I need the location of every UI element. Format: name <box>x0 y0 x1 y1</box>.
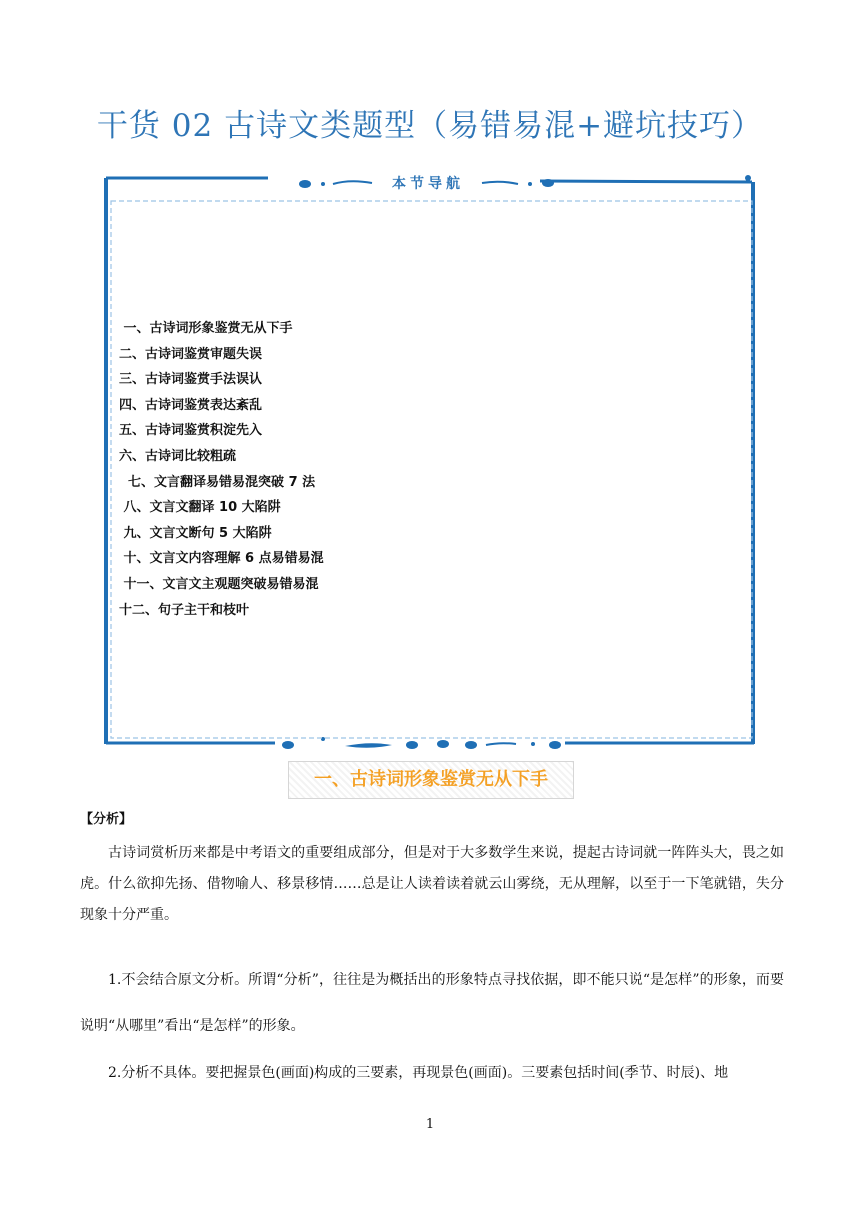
toc-item[interactable]: 六、古诗词比较粗疏 <box>119 448 237 464</box>
toc-item[interactable]: 八、文言文翻译 10 大陷阱 <box>119 500 281 516</box>
body-paragraph: 2.分析不具体。要把握景色(画面)构成的三要素，再现景色(画面)。三要素包括时间(季节、时辰)、地 <box>108 1065 729 1081</box>
toc-item[interactable]: 十一、文言文主观题突破易错易混 <box>119 576 319 592</box>
toc-item[interactable]: 十二、句子主干和枝叶 <box>119 602 250 618</box>
toc-item[interactable]: 五、古诗词鉴赏积淀先入 <box>119 423 263 439</box>
toc-item[interactable]: 四、古诗词鉴赏表达紊乱 <box>119 397 263 413</box>
body-paragraph: 1.不会结合原文分析。所谓“分析”，往往是为概括出的形象特点寻找依据，即不能只说“是怎样”的形象，而要说明“从哪里”看出“是怎样”的形象。 <box>80 972 784 1034</box>
document-title: 干货 02 古诗文类题型（易错易混+避坑技巧） <box>96 108 764 144</box>
toc-item[interactable]: 九、文言文断句 5 大陷阱 <box>119 525 272 541</box>
toc-item[interactable]: 七、文言翻译易错易混突破 7 法 <box>119 474 316 490</box>
toc-item[interactable]: 一、古诗词形象鉴赏无从下手 <box>119 321 293 336</box>
body-paragraph: 古诗词赏析历来都是中考语文的重要组成部分，但是对于大多数学生来说，提起古诗词就一阵阵头大，畏之如虎。什么欲抑先扬、借物喻人、移景移情……总是让人读着读着就云山雾绕，无从理解，以至于一下笔就错，失分现象十分严重。 <box>80 845 784 923</box>
page-number: 1 <box>425 1117 435 1132</box>
toc-item[interactable]: 二、古诗词鉴赏审题失误 <box>119 346 263 362</box>
table-of-contents <box>119 316 324 623</box>
toc-item[interactable]: 十、文言文内容理解 6 点易错易混 <box>119 551 324 567</box>
analysis-label: 【分析】 <box>80 812 133 827</box>
navigation-heading: 本节导航 <box>392 176 464 192</box>
toc-item[interactable]: 三、古诗词鉴赏手法误认 <box>119 372 263 388</box>
section-heading: 一、古诗词形象鉴赏无从下手 <box>288 761 574 799</box>
